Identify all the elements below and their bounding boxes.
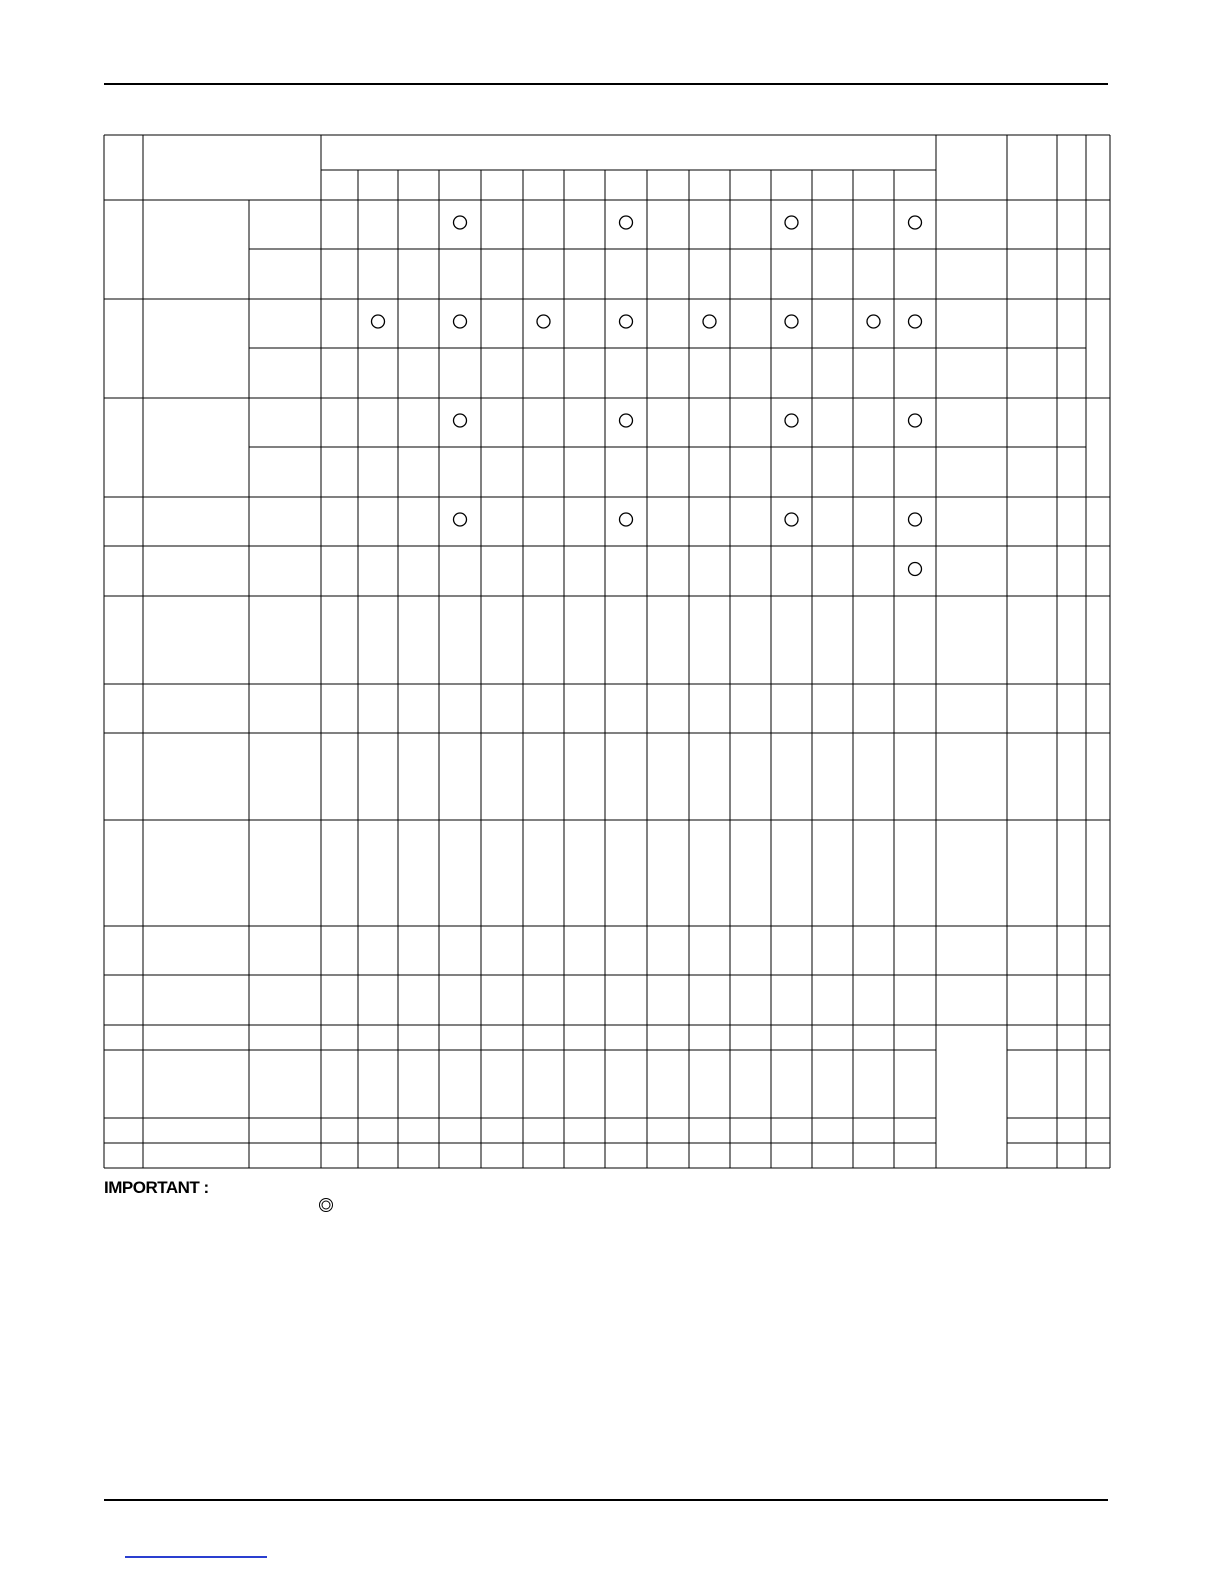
schedule-mark-circle-icon (785, 414, 798, 427)
schedule-mark-circle-icon (454, 315, 467, 328)
schedule-mark-circle-icon (909, 563, 922, 576)
schedule-mark-circle-icon (620, 315, 633, 328)
double-circle-icon (318, 1197, 334, 1213)
schedule-mark-circle-icon (537, 315, 550, 328)
schedule-mark-circle-icon (620, 513, 633, 526)
schedule-mark-circle-icon (909, 414, 922, 427)
schedule-mark-circle-icon (867, 315, 880, 328)
footer-link-underline[interactable] (125, 1556, 267, 1558)
schedule-mark-circle-icon (703, 315, 716, 328)
schedule-mark-circle-icon (785, 216, 798, 229)
schedule-mark-circle-icon (620, 216, 633, 229)
schedule-mark-circle-icon (372, 315, 385, 328)
schedule-mark-circle-icon (785, 315, 798, 328)
schedule-mark-circle-icon (909, 315, 922, 328)
schedule-mark-circle-icon (454, 414, 467, 427)
schedule-mark-circle-icon (909, 513, 922, 526)
schedule-mark-circle-icon (620, 414, 633, 427)
important-note-label: IMPORTANT : (104, 1178, 209, 1197)
schedule-mark-circle-icon (454, 216, 467, 229)
schedule-mark-circle-icon (909, 216, 922, 229)
schedule-mark-circle-icon (785, 513, 798, 526)
schedule-mark-circle-icon (454, 513, 467, 526)
footer-rule (104, 1499, 1108, 1501)
